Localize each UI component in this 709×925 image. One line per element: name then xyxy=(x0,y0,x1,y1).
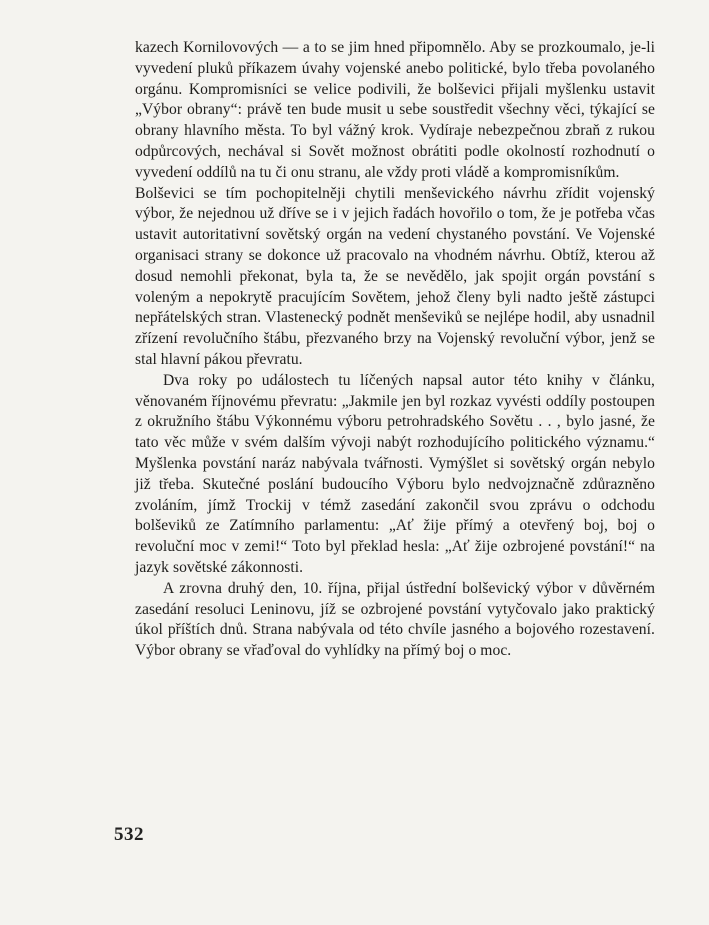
body-text xyxy=(135,38,655,662)
paragraph-1: kazech Kornilovových — a to se jim hned připomnělo. Aby se prozkoumalo, je-li vyvedení pluků příkazem úvahy vojenské anebo politické, bylo třeba povolaného orgánu. Kompromisníci se velice podivili, že bolševici přijali myšlenku ustavit „Výbor obrany“: právě ten bude musit u sebe soustředit všechny věci, týkající se obrany hlavního města. To byl vážný krok. Vydíraje nebezpečnou zbraň z rukou odpůrcových, nechával si Sovět možnost obrátiti podle okolností rozhodnutí o vyvedení oddílů na tu či onu stranu, ale vždy proti vládě a kompromisníkům. xyxy=(135,39,655,181)
paragraph-3: Dva roky po událostech tu líčených napsal autor této knihy v článku, věnovaném říjnovému převratu: „Jakmile jen byl rozkaz vyvésti oddíly postoupen z okružního štábu Výkonnému výboru petrohradského Sovětu . . , bylo jasné, že tato věc může v svém dalším vývoji nabýt rozhodujícího politického významu.“ Myšlenka povstání naráz nabývala tvářnosti. Vymýšlet si sovětský orgán nebylo již třeba. Skutečné poslání budoucího Výboru bylo nedvojznačně zdůrazněno zvoláním, jímž Trockij v témž zasedání zakončil svou zprávu o odchodu bolševiků ze Zatímního parlamentu: „Ať žije přímý a otevřený boj, boj o revoluční moc v zemi!“ Toto byl překlad hesla: „Ať žije ozbrojené povstání!“ na jazyk sovětské zákonnosti. xyxy=(135,371,655,576)
page-number: 532 xyxy=(114,824,144,845)
paragraph-2: Bolševici se tím pochopitelněji chytili menševického návrhu zřídit vojenský výbor, že nejednou už dříve se i v jejich řadách hovořilo o tom, že je potřeba včas ustavit autoritativní sovětský orgán na vedení chystaného povstání. Ve Vojenské organisaci strany se dokonce už pracovalo na vhodném návrhu. Obtíž, kterou až dosud nemohli překonat, byla ta, že se nevědělo, jak spojit orgán povstání s voleným a nepokrytě pracujícím Sovětem, jehož členy byli nadto ještě zástupci nepřátelských stran. Vlastenecký podnět menševiků se nejlépe hodil, aby usnadnil zřízení revolučního štábu, přezvaného brzy na Vojenský revoluční výbor, jenž se stal hlavní pákou převratu. xyxy=(135,184,655,368)
paragraph-4: A zrovna druhý den, 10. října, přijal ústřední bolševický výbor v důvěrném zasedání resoluci Leninovu, jíž se ozbrojené povstání vytyčovalo jako praktický úkol příštích dnů. Strana nabývala od této chvíle jasného a bojového rozestavení. Výbor obrany se vřaďoval do vyhlídky na přímý boj o moc. xyxy=(135,579,655,660)
